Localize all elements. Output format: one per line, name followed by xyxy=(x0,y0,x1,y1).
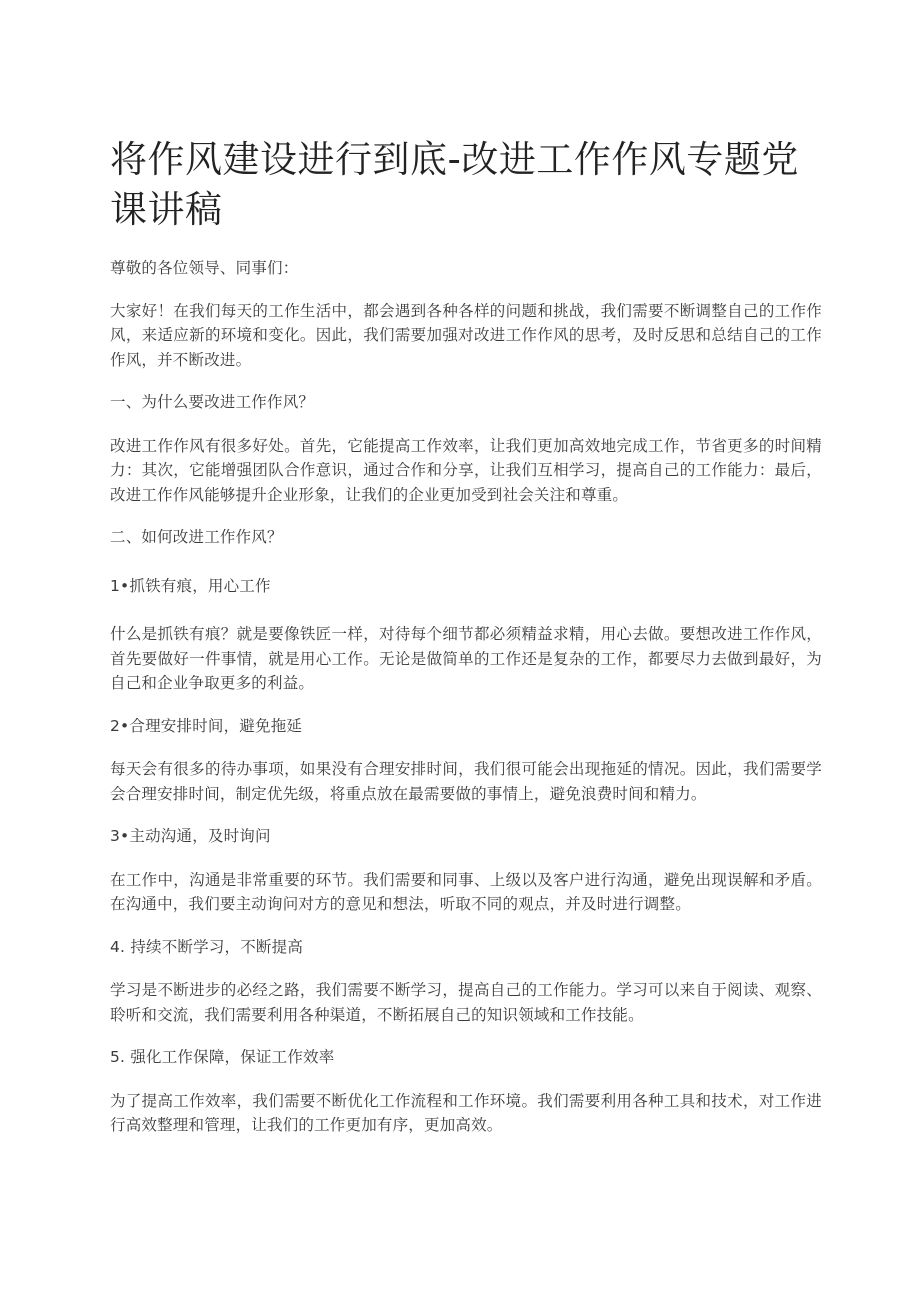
subheading-3: 3•主动沟通，及时询问 xyxy=(110,827,271,845)
subsection-3-paragraph: 在工作中，沟通是非常重要的环节。我们需要和同事、上级以及客户进行沟通，避免出现误解和矛盾。在沟通中，我们要主动询问对方的意见和想法，听取不同的观点，并及时进行调整。 xyxy=(110,870,822,913)
salutation: 尊敬的各位领导、同事们： xyxy=(110,259,299,277)
subheading-5: 5. 强化工作保障，保证工作效率 xyxy=(110,1048,335,1066)
subheading-1: 1•抓铁有痕，用心工作 xyxy=(110,576,271,595)
subsection-4-paragraph: 学习是不断进步的必经之路，我们需要不断学习，提高自己的工作能力。学习可以来自于阅读、观察、聆听和交流，我们需要利用各种渠道，不断拓展自己的知识领域和工作技能。 xyxy=(110,981,822,1024)
document-title: 将作风建设进行到底-改进工作作风专题党课讲稿 xyxy=(110,138,799,231)
subsection-5-paragraph: 为了提高工作效率，我们需要不断优化工作流程和工作环境。我们需要利用各种工具和技术，对工作进行高效整理和管理，让我们的工作更加有序，更加高效。 xyxy=(110,1091,822,1134)
subsection-1-paragraph: 什么是抓铁有痕？就是要像铁匠一样，对待每个细节都必须精益求精，用心去做。要想改进工作作风，首先要做好一件事情，就是用心工作。无论是做简单的工作还是复杂的工作，都要尽力去做到最好，为自己和企业争取更多的利益。 xyxy=(110,625,822,692)
section-heading-how: 二、如何改进工作作风？ xyxy=(110,528,283,546)
subsection-2-paragraph: 每天会有很多的待办事项，如果没有合理安排时间，我们很可能会出现拖延的情况。因此，我们需要学会合理安排时间，制定优先级，将重点放在最需要做的事情上，避免浪费时间和精力。 xyxy=(110,760,822,803)
section-heading-why: 一、为什么要改进工作作风？ xyxy=(110,393,315,411)
subheading-2: 2•合理安排时间，避免拖延 xyxy=(110,716,303,735)
intro-paragraph: 大家好！在我们每天的工作生活中，都会遇到各种各样的问题和挑战，我们需要不断调整自己的工作作风，来适应新的环境和变化。因此，我们需要加强对改进工作作风的思考，及时反思和总结自己的工作作风，并不断改进。 xyxy=(110,301,822,369)
document-body xyxy=(110,256,822,1156)
why-paragraph: 改进工作作风有很多好处。首先，它能提高工作效率，让我们更加高效地完成工作，节省更多的时间精力：其次，它能增强团队合作意识，通过合作和分享，让我们互相学习，提高自己的工作能力：最后，改进工作作风能够提升企业形象，让我们的企业更加受到社会关注和尊重。 xyxy=(110,436,822,504)
subheading-4: 4. 持续不断学习，不断提高 xyxy=(110,937,304,956)
